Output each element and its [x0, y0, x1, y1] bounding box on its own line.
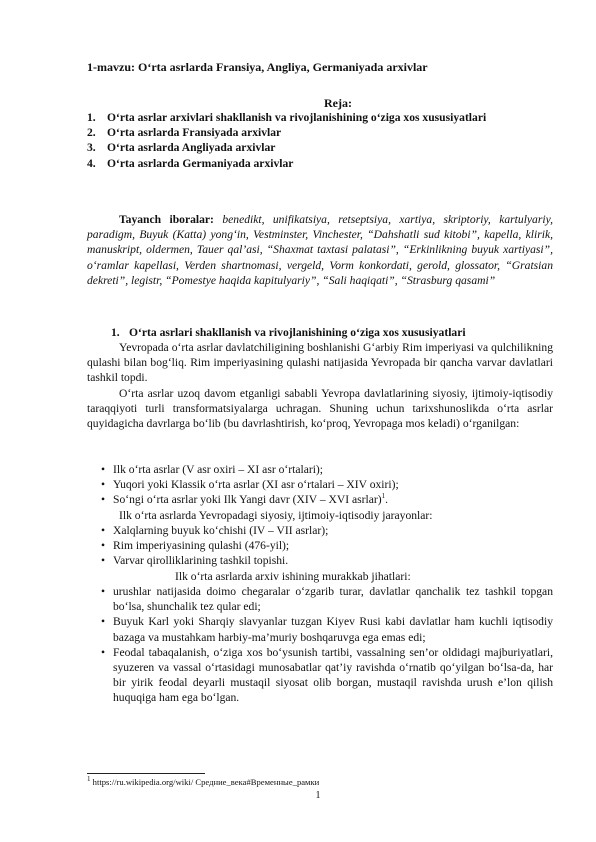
subheading-processes: Ilk o‘rta asrlarda Yevropadagi siyosiy, ijtimoiy-iqtisodiy jarayonlar:	[119, 509, 433, 522]
list-item-text: Ilk o‘rta asrlar (V asr oxiri – XI asr o‘rtalari);	[113, 463, 324, 476]
paragraph-periods: O‘rta asrlar uzoq davom etganligi sababli Yevropa davlatlarining siyosiy, ijtimoiy-iqtisodiy taraqqiyoti turli transformatsiyalarga uchragan. Shuning uchun tarixshunoslikda o‘rta asrlar quyidagicha davrlarga bo‘lib (bu davrlashtirish, ko‘proq, Yevropaga mos keladi) o‘rganilgan:	[87, 387, 553, 431]
list-item: • So‘ngi o‘rta asrlar yoki Ilk Yangi davr (XIV – XVI asrlar)$^1$.	[101, 492, 389, 507]
plan-item-text: O‘rta asrlar arxivlari shakllanish va rivojlanishining o‘ziga xos xususiyatlari	[107, 111, 487, 124]
plan-item-text: O‘rta asrlarda Fransiyada arxivlar	[107, 126, 282, 140]
keywords-paragraph	[87, 212, 553, 288]
footnote	[87, 777, 319, 788]
list-item-text: Varvar qirolliklarining tashkil topishi.	[113, 554, 289, 568]
list-item	[87, 584, 553, 614]
bullet-icon: •	[101, 585, 106, 598]
list-item-text: urushlar natijasida doimo chegaralar o‘zgarib turar, davlatlar qanchalik tez tashkil topgan bo‘lsa, shunchalik tez qular edi;	[113, 585, 553, 614]
plan-item-number: 3.	[87, 141, 96, 155]
footnote-reference[interactable]: 1	[381, 492, 386, 501]
list-item	[87, 523, 553, 538]
list-item	[87, 462, 553, 477]
plan-item	[87, 125, 553, 140]
bullet-icon: •	[101, 539, 106, 553]
keywords-text: benedikt, unifikatsiya, retseptsiya, xartiya, skriptoriy, kartulyariy, paradigm, Buyuk (Katta) yong‘in, Vestminster, Vinchester, “Dahshatli sud kitobi”, kapella, klirik, manuskript, oldermen, Tauer qal’asi, “Shaxmat taxtasi palatasi”, “Erkinlikning buyuk xartiyasi”, o‘ramlar kapellasi, Verden shartnomasi, vergeld, Vorm konkordati, gerold, glossator, “Gratsian dekreti”, legistr, “Pomestye haqida kapitulyariy”, “Sali haqiqati”, “Strasburg qasami”	[87, 213, 553, 287]
bullet-icon: •	[101, 554, 106, 568]
keywords-label: Tayanch iboralar:	[119, 213, 214, 226]
plan-item	[87, 110, 553, 125]
plan-item-number: 2.	[87, 126, 96, 140]
bullet-icon: •	[101, 463, 106, 476]
plan-list	[87, 110, 553, 171]
plan-item-number: 4.	[87, 156, 96, 170]
plan-item-text: O‘rta asrlarda Germaniyada arxivlar	[107, 156, 294, 170]
paragraph-intro: Yevropada o‘rta asrlar davlatchiligining boshlanishi G‘arbiy Rim imperiyasi va qulchilikning qulashi bilan bog‘liq. Rim imperiyasining qulashi natijasida Yevropada bir qancha varvar davlatlari tashkil topdi.	[87, 341, 553, 385]
plan-item-number: 1.	[87, 111, 96, 124]
plan-item	[87, 140, 553, 155]
bullet-icon: •	[101, 478, 106, 492]
bullet-icon: •	[101, 493, 106, 507]
footnote-number: 1	[87, 775, 91, 784]
section-number: 1.	[111, 326, 120, 339]
list-item-text: Xalqlarning buyuk ko‘chishi (IV – VII asrlar);	[113, 524, 329, 537]
subheading-complex-aspects: Ilk o‘rta asrlarda arxiv ishining murakkab jihatlari:	[175, 570, 411, 583]
bullet-icon: •	[101, 645, 106, 659]
list-item	[87, 645, 553, 706]
processes-list	[87, 523, 553, 569]
section-heading	[87, 325, 553, 340]
list-item	[87, 553, 553, 568]
list-item-text: So‘ngi o‘rta asrlar yoki Ilk Yangi davr (XIV – XVI asrlar)	[113, 493, 382, 507]
plan-heading: Reja:	[324, 96, 352, 110]
page-number: 1	[315, 790, 321, 801]
list-item-text: Feodal tabaqalanish, o‘ziga xos bo‘ysunish tartibi, vassalning sen’or oldidagi majburiyatlari, syuzeren va vassal o‘rtasidagi munosabatlar qat’iy ravishda o‘rnatib qo‘yilgan bo‘lsa-da, har bir yirik feodal deyarli mustaqil siyosat olib borgan, mustaqil ravishda urush e’lon qilish huquqiga ham ega bo‘lgan.	[113, 645, 553, 705]
bullet-icon: •	[101, 615, 106, 629]
bullet-icon: •	[101, 524, 106, 537]
plan-item-text: O‘rta asrlarda Angliyada arxivlar	[107, 141, 276, 155]
list-item	[87, 477, 553, 492]
complex-aspects-list	[87, 584, 553, 706]
footnote-link[interactable]: https://ru.wikipedia.org/wiki/ Средние_века#Временные_рамки	[92, 777, 320, 787]
section-title: O‘rta asrlari shakllanish va rivojlanishining o‘ziga xos xususiyatlari	[129, 326, 466, 339]
plan-item	[87, 156, 553, 171]
topic-title: 1-mavzu: O‘rta asrlarda Fransiya, Angliya, Germaniyada arxivlar	[87, 60, 428, 74]
periods-list	[87, 462, 553, 508]
list-item-text: Rim imperiyasining qulashi (476-yil);	[113, 539, 290, 553]
list-item	[87, 538, 553, 553]
footnote-separator	[87, 773, 205, 774]
list-item-text: Buyuk Karl yoki Sharqiy slavyanlar tuzgan Kiyev Rusi kabi davlatlar ham kuchli iqtisodiy bazaga va mustahkam harbiy-ma’muriy boshqaruvga ega emas edi;	[113, 615, 553, 644]
list-item	[87, 614, 553, 644]
list-item-text: Yuqori yoki Klassik o‘rta asrlar (XI asr o‘rtalari – XIV oxiri);	[113, 478, 399, 492]
